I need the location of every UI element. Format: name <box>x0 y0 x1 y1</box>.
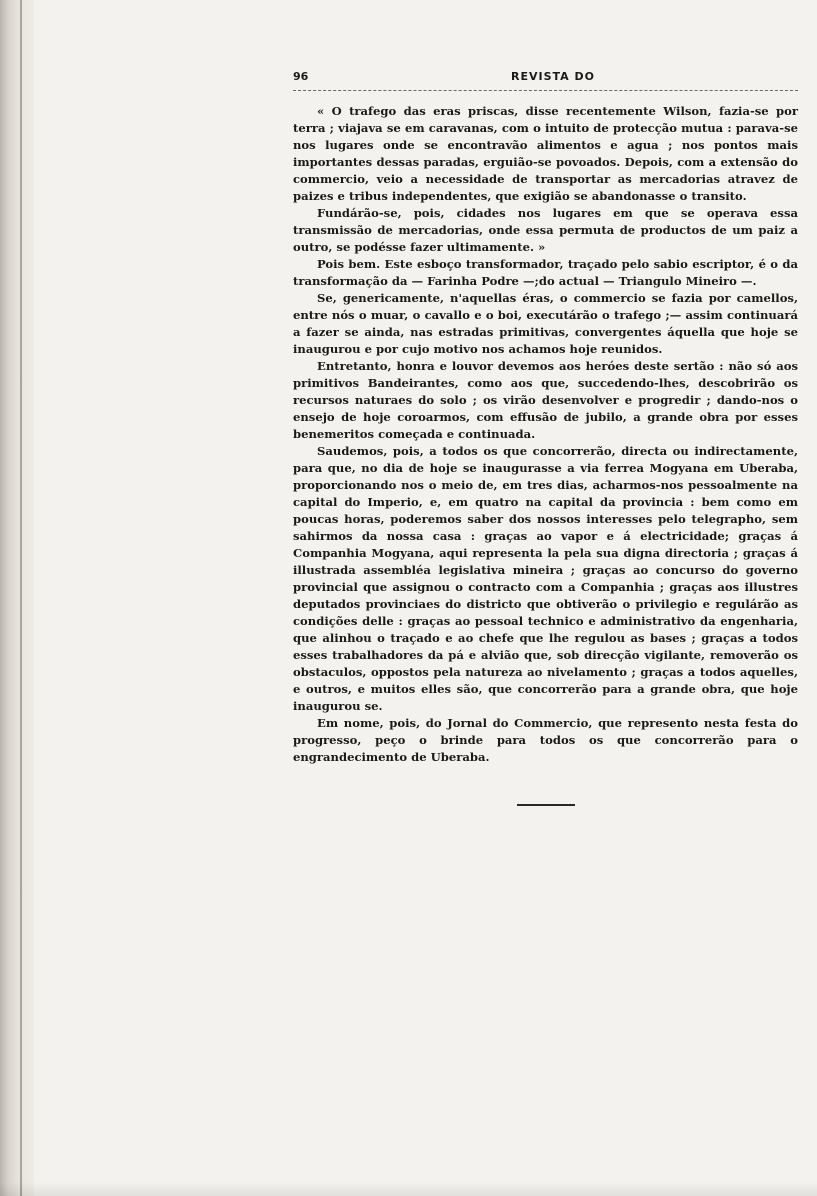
body-text <box>293 103 798 766</box>
header-rule <box>293 90 798 91</box>
paragraph: Saudemos, pois, a todos os que concorrerão, directa ou indirectamente, para que, no dia de hoje se inaugurasse a via ferrea Mogyana em Uberaba, proporcionando nos o meio de, em tres dias, acharmos-nos pessoalmente na capital do Imperio, e, em quatro na capital da provincia : bem como em poucas horas, poderemos saber dos nossos interesses pelo telegrapho, sem sahirmos da nossa casa : graças ao vapor e á electricidade; graças á Companhia Mogyana, aqui representa la pela sua digna directoria ; graças á illustrada assembléa legislativa mineira ; graças ao concurso do governo provincial que assignou o contracto com a Companhia ; graças aos illustres deputados provinciaes do districto que obtiverão o privilegio e regulárão as condições delle : graças ao pessoal technico e administrativo da engenharia, que alinhou o traçado e ao chefe que lhe regulou as bases ; graças a todos esses trabalhadores da pá e alvião que, sob direcção vigilante, removerão os obstaculos, oppostos pela natureza ao nivelamento ; graças a todos aquelles, e outros, e muitos elles são, que concorrerão para a grande obra, que hoje inaugurou se. <box>293 444 798 713</box>
paragraph: Fundárão-se, pois, cidades nos lugares em que se operava essa transmissão de mercadorias, onde essa permuta de productos de um paiz a outro, se podésse fazer ultimamente. » <box>293 206 798 254</box>
paragraph: « O trafego das eras priscas, disse recentemente Wilson, fazia-se por terra ; viajava se em caravanas, com o intuito de protecção mutua : parava-se nos lugares onde se encontravão alimentos e agua ; nos pontos mais importantes dessas paradas, erguião-se povoados. Depois, com a extensão do commercio, veio a necessidade de transportar as mercadorias atravez de paizes e tribus independentes, que exigião se abandonasse o transito. <box>293 104 798 203</box>
page-number: 96 <box>293 70 309 83</box>
document-page <box>293 68 798 806</box>
paragraph: Em nome, pois, do Jornal do Commercio, que represento nesta festa do progresso, peço o brinde para todos os que concorrerão para o engrandecimento de Uberaba. <box>293 716 798 764</box>
scan-shadow <box>0 1182 817 1196</box>
page-header <box>293 68 798 86</box>
binding-fold-line <box>20 0 22 1196</box>
paragraph: Pois bem. Este esboço transformador, traçado pelo sabio escriptor, é o da transformação da — Farinha Podre —;do actual — Triangulo Mineiro —. <box>293 257 798 288</box>
end-rule <box>517 804 575 806</box>
paragraph: Entretanto, honra e louvor devemos aos heróes deste sertão : não só aos primitivos Bandeirantes, como aos que, succedendo-lhes, descobrirão os recursos naturaes do solo ; os virão desenvolver e progredir ; dando-nos o ensejo de hoje coroarmos, com effusão de jubilo, a grande obra por esses benemeritos começada e continuada. <box>293 359 798 441</box>
paragraph: Se, genericamente, n'aquellas éras, o commercio se fazia por camellos, entre nós o muar, o cavallo e o boi, executárão o trafego ;— assim continuará a fazer se ainda, nas estradas primitivas, convergentes áquella que hoje se inaugurou e por cujo motivo nos achamos hoje reunidos. <box>293 291 798 356</box>
book-binding-edge <box>0 0 34 1196</box>
running-head: REVISTA DO <box>511 70 595 83</box>
